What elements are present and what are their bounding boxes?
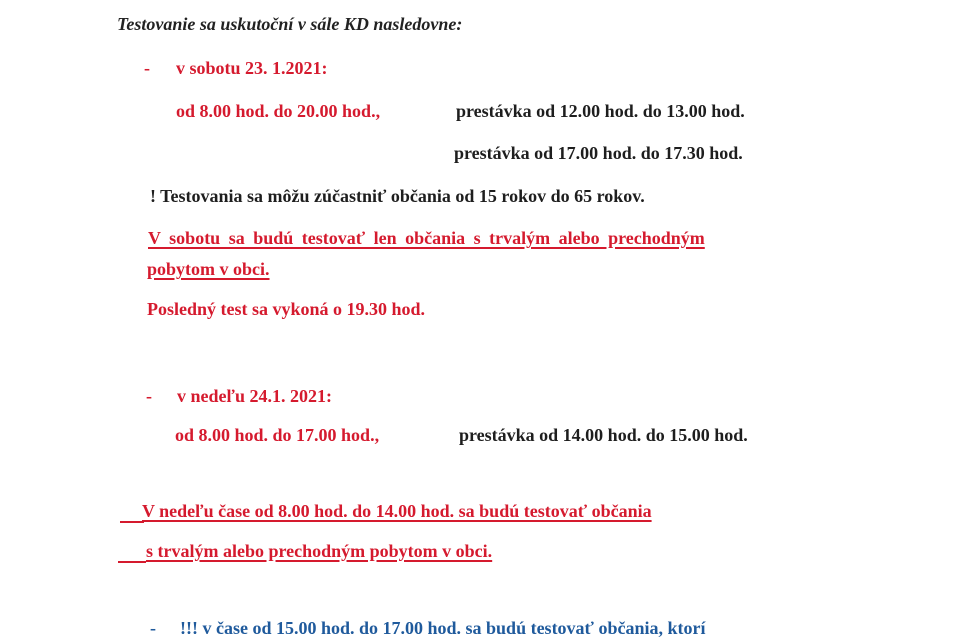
sunday-underline-lead (120, 521, 144, 523)
saturday-residents-line-2: pobytom v obci. (147, 259, 270, 279)
last-test-note: Posledný test sa vykoná o 19.30 hod. (147, 299, 426, 319)
sunday-underline-lead-2 (118, 561, 146, 563)
saturday-residents-line-1: V sobotu sa budú testovať len občania s trvalým alebo prechodným (148, 228, 705, 248)
sunday-residents-line-1: V nedeľu čase od 8.00 hod. do 14.00 hod. sa budú testovať občania (142, 501, 652, 521)
sunday-break: prestávka od 14.00 hod. do 15.00 hod. (459, 425, 748, 445)
sunday-hours: od 8.00 hod. do 17.00 hod., (175, 425, 380, 445)
afternoon-bullet: - (150, 618, 156, 638)
sunday-residents-line-2: s trvalým alebo prechodným pobytom v obci. (146, 541, 493, 561)
saturday-hours: od 8.00 hod. do 20.00 hod., (176, 101, 381, 121)
saturday-bullet: - (144, 58, 150, 78)
saturday-heading: v sobotu 23. 1.2021: (176, 58, 328, 78)
afternoon-testing-note: !!! v čase od 15.00 hod. do 17.00 hod. sa budú testovať občania, ktorí (180, 618, 706, 638)
saturday-break-2: prestávka od 17.00 hod. do 17.30 hod. (454, 143, 743, 163)
sunday-bullet: - (146, 386, 152, 406)
intro-text: Testovanie sa uskutoční v sále KD nasledovne: (117, 14, 463, 34)
age-restriction-note: ! Testovania sa môžu zúčastniť občania od 15 rokov do 65 rokov. (150, 186, 645, 206)
sunday-heading: v nedeľu 24.1. 2021: (177, 386, 332, 406)
saturday-break-1: prestávka od 12.00 hod. do 13.00 hod. (456, 101, 745, 121)
